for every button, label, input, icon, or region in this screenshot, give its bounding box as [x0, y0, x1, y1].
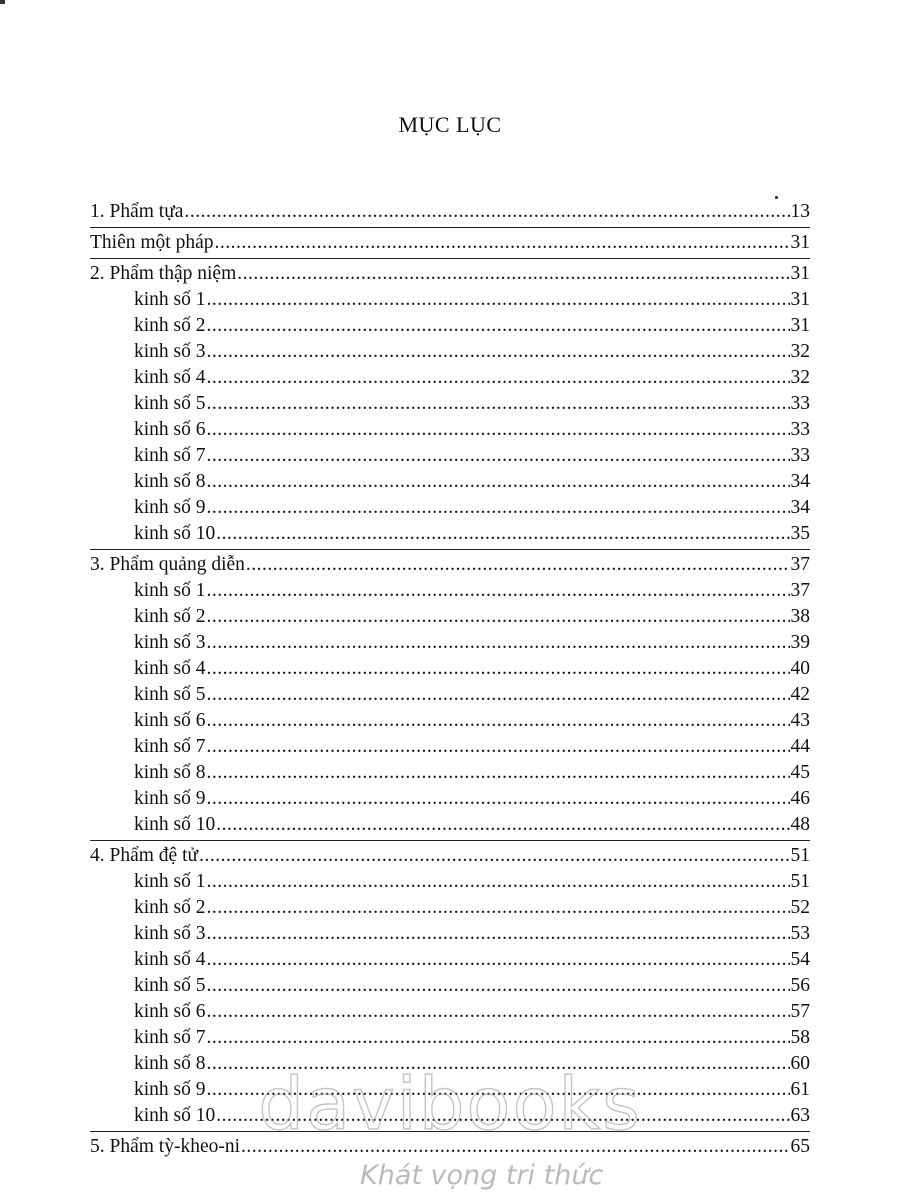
toc-entry-page: 51: [790, 845, 810, 866]
toc-entry-label: kinh số 4: [134, 367, 206, 388]
toc-entry-page: 33: [790, 419, 810, 440]
toc-entry-page: 38: [790, 606, 810, 627]
toc-entry-label: kinh số 8: [134, 1053, 206, 1074]
toc-entry-page: 54: [790, 949, 810, 970]
dot-leader: [207, 895, 790, 921]
toc-entry-page: 37: [790, 554, 810, 575]
toc-entry-page: 37: [790, 580, 810, 601]
toc-entry-page: 48: [790, 814, 810, 835]
toc-entry-page: 56: [790, 975, 810, 996]
dot-leader: [207, 921, 790, 947]
toc-entry-label: kinh số 3: [134, 341, 206, 362]
toc-entry-page: 40: [790, 658, 810, 679]
toc-entry: [90, 843, 810, 869]
toc-entry-page: 35: [790, 523, 810, 544]
dot-leader: [207, 1051, 790, 1077]
toc-entry-label: kinh số 9: [134, 497, 206, 518]
toc-entry-page: 13: [790, 201, 810, 222]
toc-subentry: [90, 999, 810, 1025]
toc-entry-page: 45: [790, 762, 810, 783]
dot-leader: [216, 1103, 789, 1129]
toc-entry-page: 46: [790, 788, 810, 809]
toc-subentry: [90, 1103, 810, 1129]
toc-subentry: [90, 812, 810, 838]
toc-entry-page: 33: [790, 445, 810, 466]
dot-leader: [207, 869, 790, 895]
dot-leader: [207, 947, 790, 973]
dot-leader: [207, 417, 790, 443]
toc-subentry: [90, 391, 810, 417]
scan-corner-mark: [0, 0, 5, 4]
toc-entry-label: kinh số 7: [134, 445, 206, 466]
dot-leader: [207, 760, 790, 786]
toc-entry-label: 1. Phẩm tựa: [90, 201, 184, 222]
toc-entry-label: kinh số 10: [134, 523, 216, 544]
dot-leader: [207, 391, 790, 417]
toc-entry-page: 61: [790, 1079, 810, 1100]
toc-subentry: [90, 947, 810, 973]
toc-subentry: [90, 656, 810, 682]
toc-entry-page: 52: [790, 897, 810, 918]
toc-entry-label: kinh số 3: [134, 923, 206, 944]
dot-leader: [199, 843, 789, 869]
toc-subentry: [90, 495, 810, 521]
dot-leader: [207, 999, 790, 1025]
toc-entry-page: 58: [790, 1027, 810, 1048]
toc-entry-label: kinh số 2: [134, 897, 206, 918]
section-divider: [90, 549, 810, 550]
toc-entry-page: 34: [790, 471, 810, 492]
section-divider: [90, 227, 810, 228]
toc-subentry: [90, 973, 810, 999]
toc-entry-page: 31: [790, 315, 810, 336]
toc-subentry: [90, 786, 810, 812]
toc-entry-page: 44: [790, 736, 810, 757]
dot-leader: [207, 786, 790, 812]
toc-entry-page: 31: [790, 232, 810, 253]
watermark-tagline: Khát vọng tri thức: [360, 1160, 604, 1191]
toc-subentry: [90, 630, 810, 656]
dot-leader: [207, 973, 790, 999]
toc-entry-page: 32: [790, 367, 810, 388]
toc-entry-label: kinh số 6: [134, 710, 206, 731]
toc-entry-label: kinh số 2: [134, 606, 206, 627]
toc-entry-page: 60: [790, 1053, 810, 1074]
toc-entry-label: 5. Phẩm tỳ-kheo-ni: [90, 1136, 241, 1157]
dot-leader: [207, 495, 790, 521]
toc-subentry: [90, 443, 810, 469]
toc-subentry: [90, 417, 810, 443]
table-of-contents: [90, 199, 810, 1160]
dot-leader: [246, 552, 790, 578]
toc-entry-label: kinh số 6: [134, 419, 206, 440]
toc-subentry: [90, 521, 810, 547]
toc-subentry: [90, 1025, 810, 1051]
toc-entry-page: 65: [790, 1136, 810, 1157]
toc-subentry: [90, 469, 810, 495]
dot-leader: [207, 365, 790, 391]
page-title: MỤC LỤC: [398, 112, 502, 137]
dot-leader: [207, 1025, 790, 1051]
dot-leader: [207, 734, 790, 760]
toc-entry-label: kinh số 8: [134, 762, 206, 783]
toc-entry-label: kinh số 4: [134, 658, 206, 679]
toc-entry-page: 57: [790, 1001, 810, 1022]
dot-leader: [207, 443, 790, 469]
toc-subentry: [90, 760, 810, 786]
toc-entry: [90, 230, 810, 256]
toc-subentry: [90, 365, 810, 391]
watermark-logo: davibooks: [258, 1062, 642, 1146]
section-divider: [90, 258, 810, 259]
dot-leader: [207, 313, 790, 339]
toc-subentry: [90, 313, 810, 339]
dot-leader: [207, 604, 790, 630]
toc-subentry: [90, 869, 810, 895]
toc-subentry: [90, 1077, 810, 1103]
toc-entry: [90, 199, 810, 225]
toc-entry-label: kinh số 1: [134, 289, 206, 310]
toc-entry-label: kinh số 10: [134, 814, 216, 835]
toc-entry-label: kinh số 7: [134, 736, 206, 757]
dot-leader: [207, 1077, 790, 1103]
dot-leader: [207, 339, 790, 365]
toc-entry-label: kinh số 8: [134, 471, 206, 492]
toc-entry-label: kinh số 5: [134, 684, 206, 705]
toc-entry-label: 4. Phẩm đệ tử: [90, 845, 199, 866]
toc-subentry: [90, 921, 810, 947]
toc-entry-page: 34: [790, 497, 810, 518]
toc-entry-label: 3. Phẩm quảng diễn: [90, 554, 245, 575]
toc-entry-label: kinh số 7: [134, 1027, 206, 1048]
toc-entry: [90, 552, 810, 578]
toc-subentry: [90, 287, 810, 313]
toc-subentry: [90, 604, 810, 630]
toc-subentry: [90, 1051, 810, 1077]
toc-entry-label: kinh số 6: [134, 1001, 206, 1022]
dot-leader: [207, 469, 790, 495]
dot-leader: [184, 199, 789, 225]
scan-speck: [775, 196, 778, 199]
section-divider: [90, 1131, 810, 1132]
toc-entry-label: kinh số 9: [134, 1079, 206, 1100]
toc-entry: [90, 261, 810, 287]
toc-entry-page: 39: [790, 632, 810, 653]
dot-leader: [207, 578, 790, 604]
dot-leader: [207, 656, 790, 682]
toc-entry-label: kinh số 10: [134, 1105, 216, 1126]
toc-entry-label: kinh số 5: [134, 975, 206, 996]
toc-entry-label: kinh số 5: [134, 393, 206, 414]
toc-entry: [90, 1134, 810, 1160]
toc-subentry: [90, 578, 810, 604]
toc-entry-page: 63: [790, 1105, 810, 1126]
toc-entry-page: 31: [790, 289, 810, 310]
toc-subentry: [90, 339, 810, 365]
toc-subentry: [90, 895, 810, 921]
dot-leader: [216, 521, 789, 547]
dot-leader: [207, 682, 790, 708]
toc-subentry: [90, 708, 810, 734]
toc-entry-page: 53: [790, 923, 810, 944]
dot-leader: [207, 287, 790, 313]
dot-leader: [216, 812, 789, 838]
toc-entry-label: kinh số 3: [134, 632, 206, 653]
dot-leader: [214, 230, 789, 256]
toc-entry-label: Thiên một pháp: [90, 232, 214, 253]
toc-entry-label: kinh số 2: [134, 315, 206, 336]
toc-entry-label: kinh số 4: [134, 949, 206, 970]
toc-entry-label: kinh số 1: [134, 871, 206, 892]
toc-entry-page: 32: [790, 341, 810, 362]
toc-entry-page: 43: [790, 710, 810, 731]
toc-entry-page: 51: [790, 871, 810, 892]
toc-entry-label: kinh số 9: [134, 788, 206, 809]
toc-subentry: [90, 682, 810, 708]
toc-entry-page: 42: [790, 684, 810, 705]
toc-entry-page: 31: [790, 263, 810, 284]
toc-entry-page: 33: [790, 393, 810, 414]
toc-subentry: [90, 734, 810, 760]
dot-leader: [241, 1134, 789, 1160]
toc-entry-label: 2. Phẩm thập niệm: [90, 263, 237, 284]
toc-entry-label: kinh số 1: [134, 580, 206, 601]
dot-leader: [207, 708, 790, 734]
dot-leader: [207, 630, 790, 656]
section-divider: [90, 840, 810, 841]
dot-leader: [237, 261, 789, 287]
